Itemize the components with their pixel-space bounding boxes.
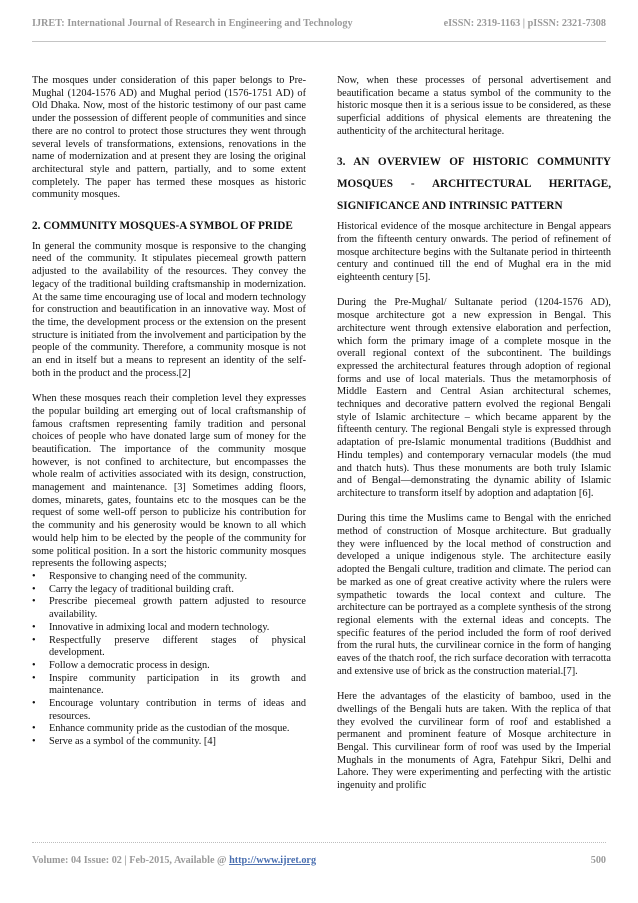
muslims-bengal-paragraph: During this time the Muslims came to Bengal with the enriched method of construction of Mosque architecture. But gradually they were influenced by the local method of construction and developed a unique indigenous style. The architecture easily adopted the Bengali culture, tradition and climate. The period can be marked as one of great creative activity where the rulers were sympathetic towards the local context and culture. The architecture can be portrayed as a complete synthesis of the strong regional elements with the external ideas and concepts. The specific features of the period included the form of roof derived from the rural huts, the curvilinear cornice in the form of hanging eaves of the thatch roof, the rich surface decoration with terracotta and extensive use of brick as the construction material.[7].	[337, 513, 611, 677]
issn-text: eISSN: 2319-1163 | pISSN: 2321-7308	[443, 17, 606, 29]
list-item: • Prescribe piecemeal growth pattern adjusted to resource availability.	[32, 596, 306, 621]
sultanate-period-paragraph: During the Pre-Mughal/ Sultanate period (1204-1576 AD), mosque architecture got a new expression in Bengal. This architecture went through extensive elaboration and perfection, which form the primary image of a complete mosque in the overall regional context of the subcontinent. The buildings expressed the architectural features through adoption of regional forms and use of local materials. Thus the metamorphosis of Middle Eastern and Central Asian architectural schemes, techniques and decorative pattern evolved the regional Bengali style of Islamic architecture – which became apparent by the fifteenth century. The regional Bengali style is expressed through adaptation of pre-Islamic monumental traditions (Buddhist and Hindu temples) and contemporary vernacular models (the mud and thatch huts). Thus these monuments are both truly Islamic and of Bengal—demonstrating the dynamic ability of Islamic architecture to transform itself by adoption and adaptation [6].	[337, 297, 611, 499]
historical-evidence-paragraph: Historical evidence of the mosque architecture in Bengal appears from the fifteenth century onwards. The period of refinement of mosque architecture begins with the Sultanate period in thirteenth century and continued till the end of Mughal era in the mid eighteenth century [5].	[337, 221, 611, 284]
section-heading-3: 3. AN OVERVIEW OF HISTORIC COMMUNITY MOSQUES - ARCHITECTURAL HERITAGE, SIGNIFICANCE AND INTRINSIC PATTERN	[337, 156, 611, 213]
volume-text: Volume: 04 Issue: 02 | Feb-2015, Available @	[32, 854, 230, 866]
status-symbol-paragraph: Now, when these processes of personal advertisement and beautification became a status symbol of the community to the historic mosque then it is a serious issue to be considered, as these superficial additions of physical elements are threatening the authenticity of the architectural heritage.	[337, 75, 611, 137]
bullet-icon: •	[32, 659, 36, 671]
page-footer	[32, 848, 606, 872]
bullet-icon: •	[32, 736, 36, 748]
journal-title: IJRET: International Journal of Research in Engineering and Technology	[32, 17, 353, 29]
list-item: • Innovative in admixing local and modern technology.	[32, 621, 270, 633]
list-item: • Encourage voluntary contribution in terms of ideas and resources.	[32, 698, 306, 722]
bullet-icon: •	[32, 570, 36, 582]
list-item: • Follow a democratic process in design.	[32, 659, 210, 671]
list-item: • Inspire community participation in its growth and maintenance.	[32, 672, 306, 697]
bullet-icon: •	[32, 596, 36, 608]
footer-volume	[32, 855, 316, 866]
footer-divider	[32, 842, 606, 843]
bullet-icon: •	[32, 621, 36, 633]
right-column	[337, 75, 611, 830]
community-mosque-paragraph: In general the community mosque is responsive to the changing need of the community. It stipulates piecemeal growth pattern adjusted to the availability of the resources. They convey the legacy of the traditional building craftsmanship in modernization. At the same time encouraging use of local and modern technology for construction and beautification in an innovative way. Most of the time, the development process or the extension on the present structure is initiated from the involvement and participation by the people of the community. Therefore, a community mosque is not an end in itself but a means to represent an identity of the self-both in the product and the process.[2]	[32, 240, 306, 379]
intro-paragraph: The mosques under consideration of this paper belongs to Pre-Mughal (1204-1576 AD) and Mughal period (1576-1751 AD) of Old Dhaka. Now, most of the historic testimony of our past came under the possession of different people of communities and since there are no control to protect those structures they went through several levels of transformations, extensions, renovations in the name of modernization and at present they are losing the original architectural style and pattern, partially, and to some extent completely. The paper has termed these mosques as historic community mosques.	[32, 75, 306, 201]
bullet-icon: •	[32, 723, 36, 735]
list-item: • Respectfully preserve different stages of physical development.	[32, 634, 306, 659]
page-header	[32, 12, 606, 34]
list-item: • Enhance community pride as the custodian of the mosque.	[32, 723, 290, 735]
journal-link[interactable]: http://www.ijret.org	[229, 854, 317, 866]
bullet-icon: •	[32, 634, 36, 646]
bullet-icon: •	[32, 672, 36, 684]
page-number: 500	[590, 854, 606, 866]
list-item: • Serve as a symbol of the community. [4]	[32, 736, 216, 748]
left-column	[32, 75, 306, 830]
completion-paragraph: When these mosques reach their completion level they expresses the popular building art emerging out of local craftsmanship of famous craftsmen representing family tradition and personal choices of people who have donated large sum of money for the beautification. The importance of the community mosque however, is not confined to architecture, but encompasses the whole realm of activities associated with its design, construction, management and maintenance. [3] Sometimes adding floors, domes, minarets, gates, fountains etc to the mosques can be the request of some well-off person to publicize his contribution for the community and his generosity would be known to all which would help him to be elected by the people of the community for some political position. In a sort the historic community mosques represents the following aspects;	[32, 393, 306, 570]
header-divider	[32, 41, 606, 42]
list-item: • Carry the legacy of traditional building craft.	[32, 583, 234, 595]
bamboo-paragraph: Here the advantages of the elasticity of bamboo, used in the dwellings of the Bengali huts are taken. With the replica of that they evolved the curvilinear form of roof and established a permanent and prominent feature of Mosque architecture in Bengal. This curvilinear form of roof was used by the Imperial Mughals in the monuments of Agra, Fatehpur Sikri, Delhi and Lahore. They were experimenting and perfecting with the artistic ingenuity and prolific	[337, 691, 611, 792]
list-item: • Responsive to changing need of the community.	[32, 570, 248, 582]
bullet-icon: •	[32, 583, 36, 595]
aspects-list	[32, 571, 306, 749]
section-heading-2: 2. COMMUNITY MOSQUES-A SYMBOL OF PRIDE	[32, 219, 293, 232]
bullet-icon: •	[32, 698, 36, 710]
